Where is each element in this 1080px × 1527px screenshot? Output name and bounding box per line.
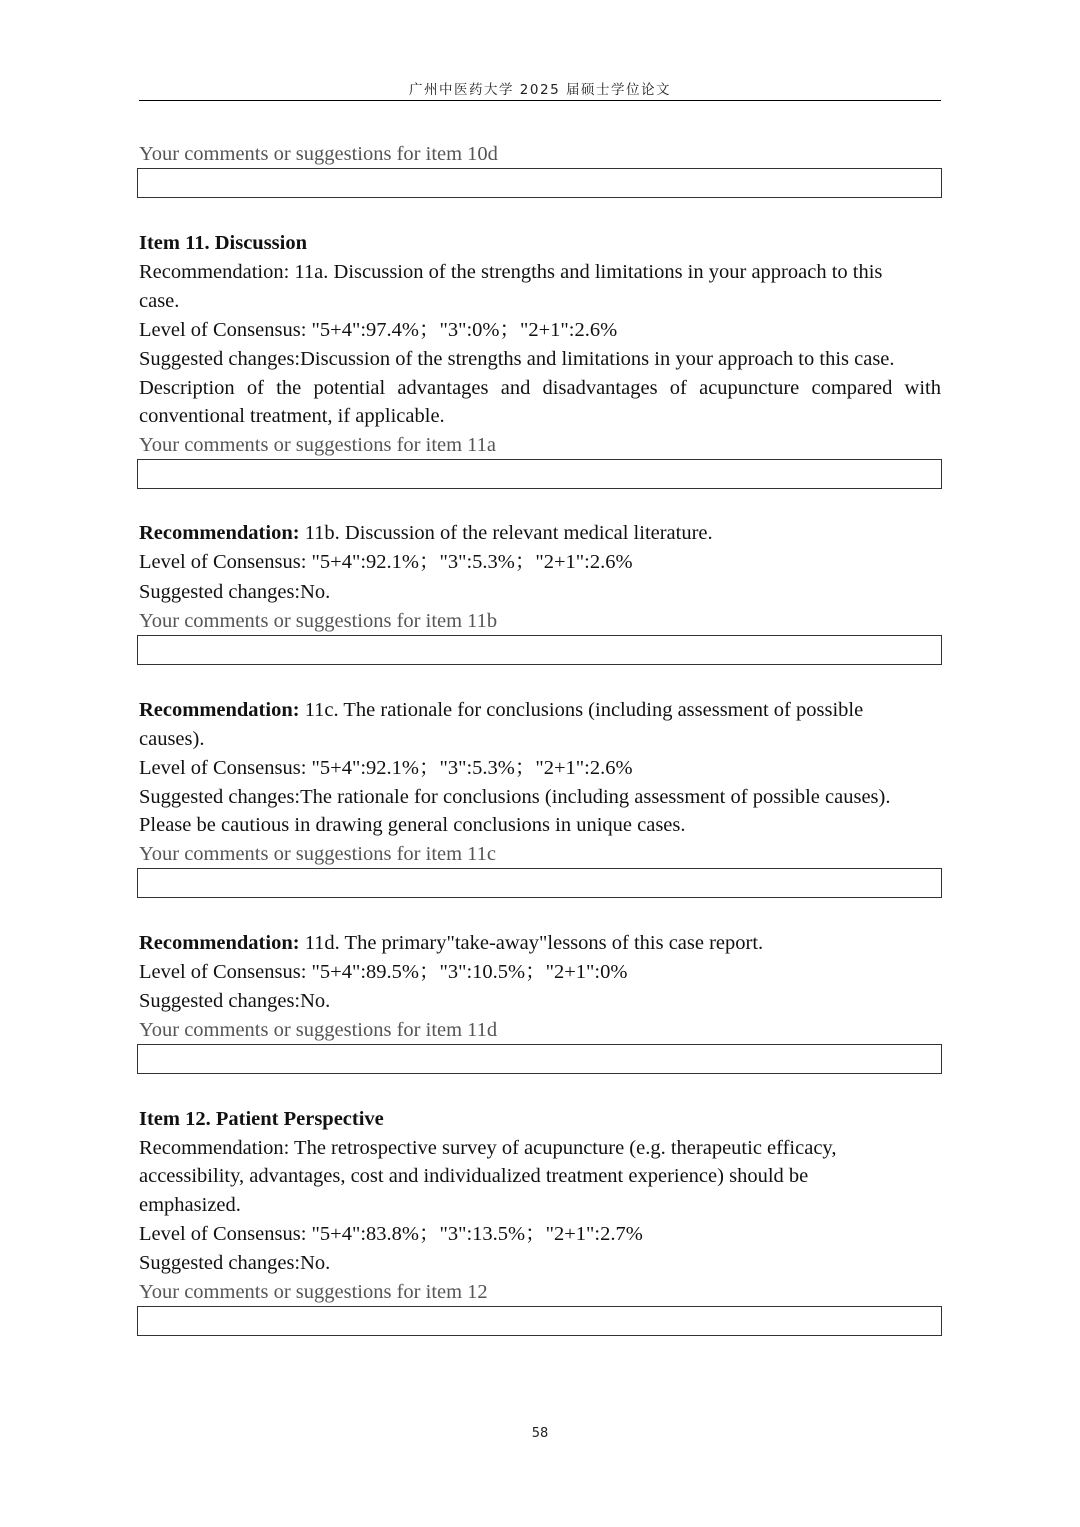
comment-input-10d[interactable]: [137, 168, 942, 198]
suggested-11a-line3: conventional treatment, if applicable.: [139, 405, 445, 427]
suggested-11d: Suggested changes:No.: [139, 990, 331, 1012]
suggested-11c-line2: Please be cautious in drawing general conclusions in unique cases.: [139, 814, 686, 836]
suggested-12: Suggested changes:No.: [139, 1252, 331, 1274]
item-12-title-text: Item 12. Patient Perspective: [139, 1108, 384, 1130]
comment-prompt-11c: Your comments or suggestions for item 11c: [139, 843, 497, 865]
rec-11c-text: 11c. The rationale for conclusions (including assessment of possible: [299, 699, 864, 721]
rec-11b-text: 11b. Discussion of the relevant medical literature.: [299, 522, 713, 544]
comment-prompt-10d: Your comments or suggestions for item 10d: [139, 143, 498, 165]
rec-11c-line1: [139, 698, 947, 722]
rec-11d-text: 11d. The primary"take-away"lessons of this case report.: [299, 932, 764, 954]
consensus-11c: Level of Consensus: "5+4":92.1%；"3":5.3%；"2+1":2.6%: [139, 757, 633, 779]
item-11-title-text: Item 11. Discussion: [139, 232, 308, 254]
suggested-11c-line1: Suggested changes:The rationale for conclusions (including assessment of possible causes).: [139, 786, 891, 808]
rec-11a-line1: Recommendation: 11a. Discussion of the strengths and limitations in your approach to this: [139, 261, 883, 283]
comment-input-11b[interactable]: [137, 635, 942, 665]
rec-11c-line2: causes).: [139, 728, 205, 750]
rec-11c-label: Recommendation:: [139, 699, 300, 721]
consensus-12: Level of Consensus: "5+4":83.8%；"3":13.5%；"2+1":2.7%: [139, 1223, 643, 1245]
item-11-title: [139, 231, 947, 255]
comment-input-11c[interactable]: [137, 868, 942, 898]
comment-prompt-11b: Your comments or suggestions for item 11b: [139, 610, 498, 632]
suggested-11a-line1: Suggested changes:Discussion of the strengths and limitations in your approach to this case.: [139, 348, 895, 370]
comment-input-12[interactable]: [137, 1306, 942, 1336]
running-header: 广州中医药大学 2025 届硕士学位论文: [139, 78, 941, 101]
rec-11d-label: Recommendation:: [139, 932, 300, 954]
consensus-11a: Level of Consensus: "5+4":97.4%；"3":0%；"2+1":2.6%: [139, 319, 618, 341]
rec-11d: [139, 931, 947, 955]
rec-12-line2: accessibility, advantages, cost and individualized treatment experience) should be: [139, 1165, 809, 1187]
comment-input-11d[interactable]: [137, 1044, 942, 1074]
page-number: 58: [531, 1426, 549, 1441]
consensus-11d: Level of Consensus: "5+4":89.5%；"3":10.5%；"2+1":0%: [139, 961, 628, 983]
comment-prompt-12: Your comments or suggestions for item 12: [139, 1281, 488, 1303]
rec-12-line3: emphasized.: [139, 1194, 241, 1216]
rec-11b: [139, 521, 947, 545]
item-12-title: [139, 1107, 947, 1131]
suggested-11b: Suggested changes:No.: [139, 581, 331, 603]
rec-11b-label: Recommendation:: [139, 522, 300, 544]
comment-prompt-11d: Your comments or suggestions for item 11d: [139, 1019, 498, 1041]
suggested-11a-line2: Description of the potential advantages and disadvantages of acupuncture compared with: [139, 377, 941, 399]
rec-12-line1: Recommendation: The retrospective survey of acupuncture (e.g. therapeutic efficacy,: [139, 1137, 837, 1159]
comment-input-11a[interactable]: [137, 459, 942, 489]
comment-prompt-11a: Your comments or suggestions for item 11a: [139, 434, 497, 456]
consensus-11b: Level of Consensus: "5+4":92.1%；"3":5.3%；"2+1":2.6%: [139, 551, 633, 573]
rec-11a-line2: case.: [139, 290, 180, 312]
